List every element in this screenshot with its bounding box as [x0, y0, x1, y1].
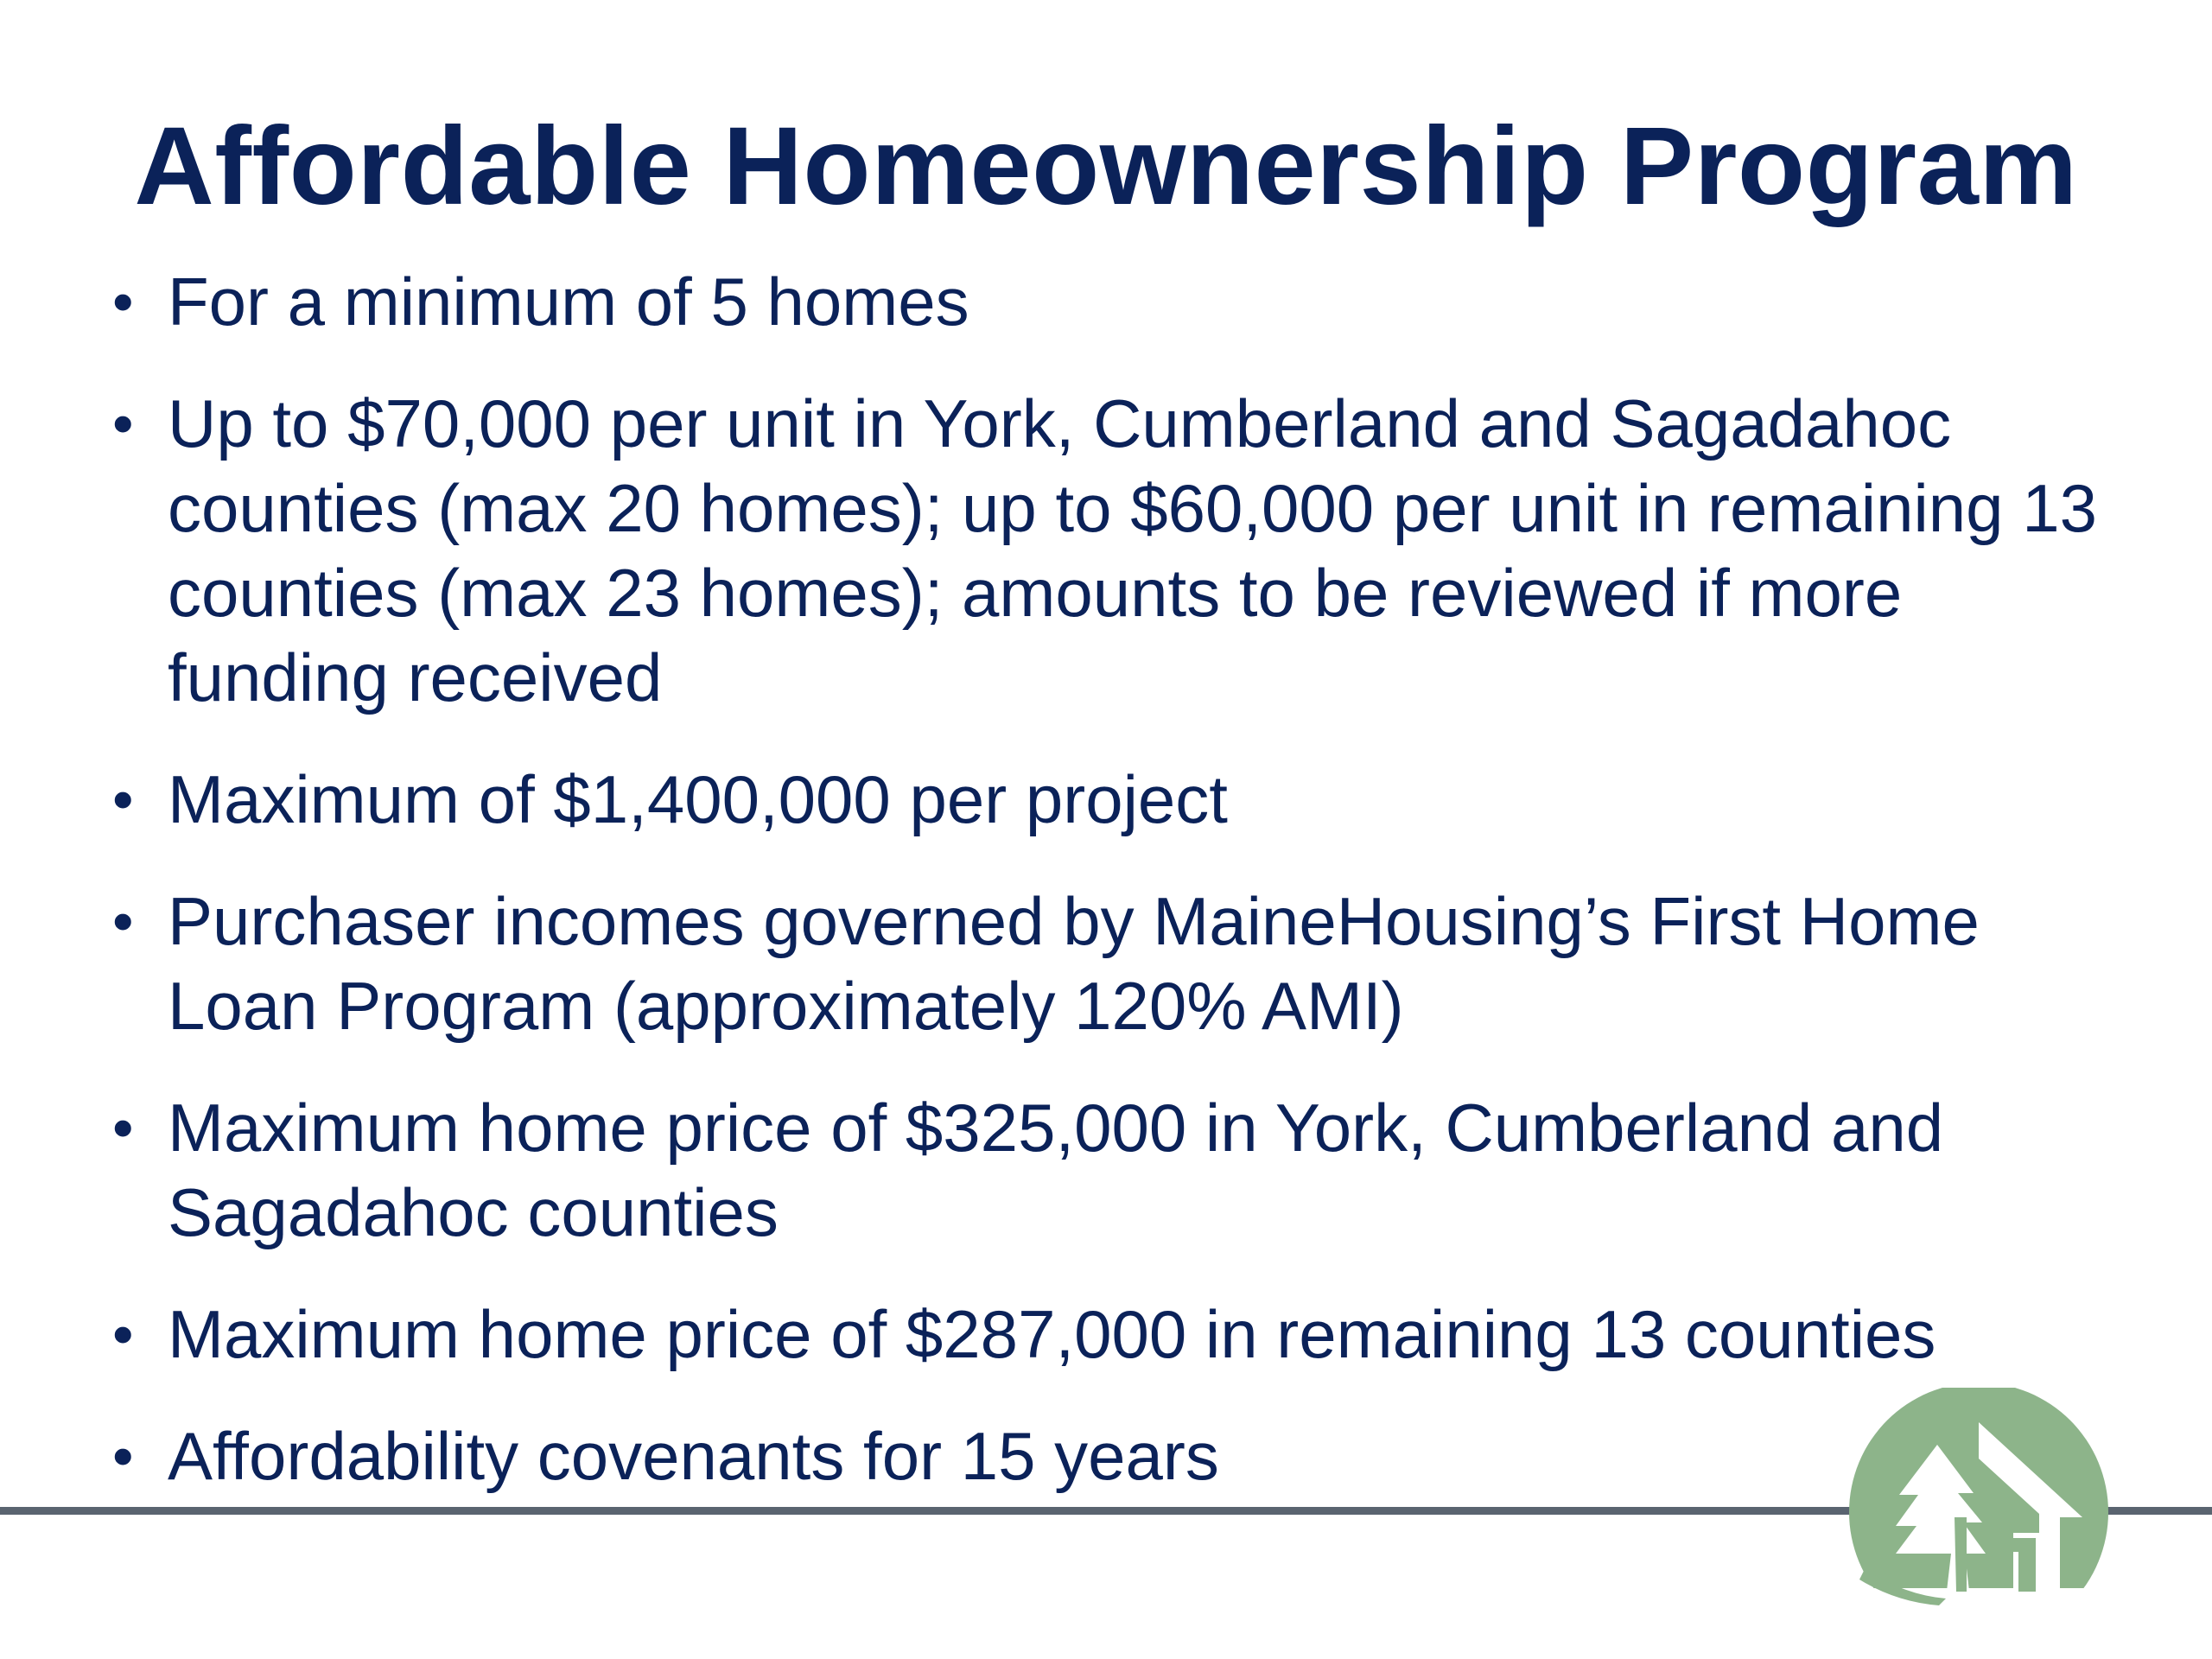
bullet-item: [111, 381, 2107, 720]
bullet-dot: •: [112, 1422, 134, 1490]
slide-title: Affordable Homeownership Program: [134, 105, 2078, 228]
bullet-text: For a minimum of 5 homes: [168, 264, 969, 340]
bullet-dot: •: [112, 390, 134, 457]
bullet-item: [111, 757, 2107, 842]
bullet-item: [111, 879, 2107, 1048]
bullet-dot: •: [112, 766, 134, 833]
bullet-text: Purchaser incomes governed by MaineHousing’s First Home Loan Program (approximately 120% AMI): [168, 883, 1980, 1044]
bullet-dot: •: [112, 1300, 134, 1368]
bullet-item: [111, 1085, 2107, 1255]
bullet-item: [111, 1292, 2107, 1376]
bullet-text: Maximum home price of $287,000 in remaining 13 counties: [168, 1296, 1936, 1372]
bullet-dot: •: [112, 887, 134, 955]
bullet-list: [111, 259, 2107, 1535]
bullet-text: Maximum of $1,400,000 per project: [168, 761, 1228, 837]
bullet-text: Affordability covenants for 15 years: [168, 1418, 1219, 1494]
bullet-dot: •: [112, 1094, 134, 1161]
bullet-item: [111, 259, 2107, 344]
bullet-text: Maximum home price of $325,000 in York, Cumberland and Sagadahoc counties: [168, 1090, 1944, 1250]
bullet-dot: •: [112, 268, 134, 335]
house-tree-logo-icon: [1844, 1388, 2113, 1612]
bullet-item: [111, 1414, 2107, 1498]
bullet-text: Up to $70,000 per unit in York, Cumberland and Sagadahoc counties (max 20 homes); up to $60,000 per unit in remaining 13 counties (max 23 homes); amounts to be reviewed if more funding received: [168, 385, 2097, 715]
